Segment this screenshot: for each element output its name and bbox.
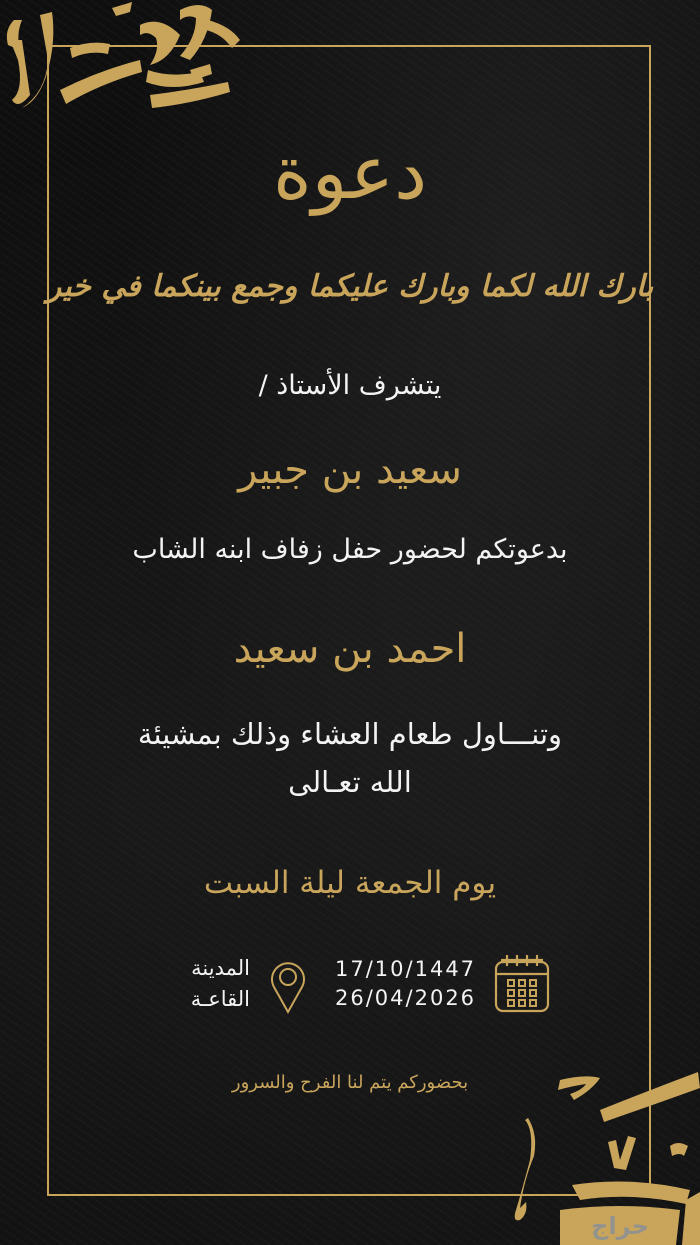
invite-text: بدعوتكم لحضور حفل زفاف ابنه الشاب (132, 534, 568, 565)
map-pin-icon (268, 955, 308, 1015)
location-venue: القاعـة (190, 987, 250, 1011)
footer-note: بحضوركم يتم لنا الفرح والسرور (231, 1072, 469, 1093)
invitation-title: دعوة (272, 130, 428, 216)
basmala-calligraphy-icon (0, 0, 250, 125)
event-location (150, 953, 250, 1015)
blessing-calligraphy: بارك الله لكما وبارك عليكما وجمع بينكما في خير (46, 269, 654, 304)
dinner-text-line1: وتنـــاول طعام العشاء وذلك بمشيئة (137, 717, 563, 751)
host-name: سعيد بن جبير (238, 447, 462, 493)
honored-label: يتشرف الأستاذ / (258, 370, 442, 401)
calendar-icon (493, 952, 551, 1014)
site-watermark-icon (545, 1210, 695, 1240)
svg-text:حراج: حراج (591, 1212, 649, 1240)
gregorian-date: 26/04/2026 (335, 986, 477, 1010)
location-city: المدينة (191, 956, 250, 980)
groom-name: احمد بن سعيد (233, 626, 467, 672)
event-date (335, 955, 480, 1013)
dinner-text-line2: الله تعـالى (288, 765, 412, 799)
event-day: يوم الجمعة ليلة السبت (203, 865, 497, 901)
hijri-date: 17/10/1447 (335, 957, 477, 981)
